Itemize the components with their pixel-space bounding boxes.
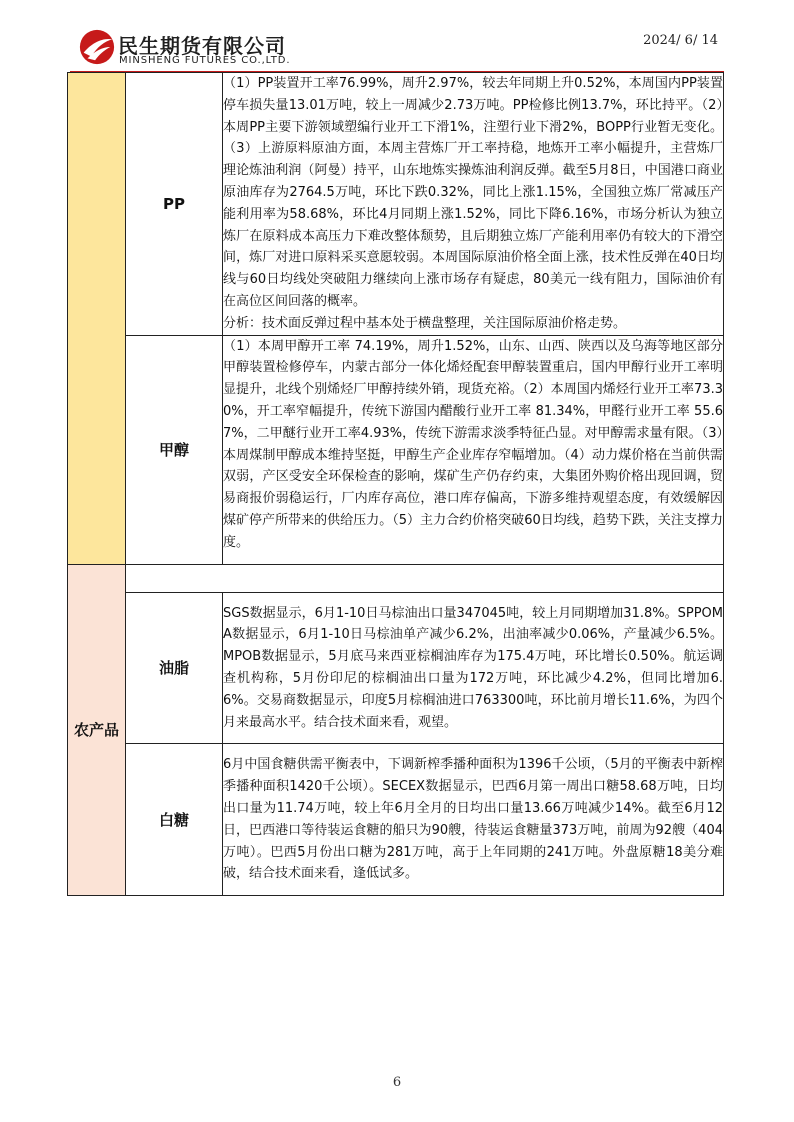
table-row-palm-oil-content (68, 592, 724, 744)
section-gap (126, 564, 724, 592)
page-header (0, 0, 794, 72)
table-row-sugar (68, 744, 724, 896)
palm-oil-text: SGS数据显示，6月1-10日马棕油出口量347045吨，较上月同期增加31.8%。SPPOMA数据显示，6月1-10日马棕油单产减少6.2%，出油率减少0.06%，产量减少6.5%。MPOB数据显示，5月底马来西亚棕榈油库存为175.4万吨，环比增长0.50%。航运调查机构称，5月份印尼的棕榈油出口量为172万吨，环比减少4.2%，但同比增加6.6%。交易商数据显示，印度5月棕榈油进口763300吨，环比前月增长11.6%，为四个月来最高水平。结合技术面来看，观望。 (223, 605, 723, 730)
minsheng-logo-icon (78, 28, 116, 66)
company-name-en: MINSHENG FUTURES CO.,LTD. (119, 55, 291, 66)
product-name-methanol: 甲醇 (126, 335, 223, 564)
methanol-text: （1）本周甲醇开工率 74.19%，周升1.52%，山东、山西、陕西以及乌海等地区部分甲醇装置检修停车，内蒙古部分一体化烯烃配套甲醇装置重启，国内甲醇行业开工率明显提升，北线个别烯烃厂甲醇持续外销，现货充裕。（2）本周国内烯烃行业开工率73.30%，开工率窄幅提升，传统下游国内醋酸行业开工率 81.34%，甲醛行业开工率 55.67%，二甲醚行业开工率4.93%，传统下游需求淡季特征凸显。对甲醇需求量有限。（3）本周煤制甲醇成本维持坚挺，甲醇生产企业库存窄幅增加。（4）动力煤价格在当前供需双弱，产区受安全环保检查的影响，煤矿生产仍存约束，大集团外购价格出现回调，贸易商报价弱稳运行，厂内库存高位，港口库存偏高，下游多维持观望态度，有效缓解因煤矿停产所带来的供给压力。（5）主力合约价格突破60日均线，趋势下跌，关注支撑力度。 (223, 338, 723, 550)
commodity-table (67, 72, 724, 896)
content-cell-pp (223, 73, 724, 336)
report-date: 2024/ 6/ 14 (643, 33, 718, 48)
page-number: 6 (392, 1075, 402, 1090)
content-cell-sugar (223, 744, 724, 896)
pp-analysis: 分析：技术面反弹过程中基本处于横盘整理，关注国际原油价格走势。 (223, 315, 627, 331)
category-cell-energy (68, 73, 126, 565)
content-cell-methanol (223, 335, 724, 564)
table-row-pp (68, 73, 724, 336)
table-row-methanol (68, 335, 724, 564)
company-name-cn: 民生期货有限公司 (118, 34, 286, 58)
table-row-palm-oil (68, 564, 724, 592)
product-name-sugar: 白糖 (126, 744, 223, 896)
sugar-text: 6月中国食糖供需平衡表中，下调新榨季播种面积为1396千公顷，（5月的平衡表中新榨季播种面积1420千公顷）。SECEX数据显示，巴西6月第一周出口糖58.68万吨，日均出口量为11.74万吨，较上年6月全月的日均出口量13.66万吨减少14%。截至6月12日，巴西港口等待装运食糖的船只为90艘，待装运食糖量373万吨，前周为92艘（404万吨）。巴西5月份出口糖为281万吨，高于上年同期的241万吨。外盘原糖18美分难破，结合技术面来看，逢低试多。 (223, 757, 723, 882)
category-cell-agri: 农产品 (68, 564, 126, 896)
content-cell-palm-oil (223, 592, 724, 744)
product-name-pp: PP (126, 73, 223, 336)
product-name-palm-oil: 油脂 (126, 592, 223, 744)
pp-text: （1）PP装置开工率76.99%，周升2.97%，较去年同期上升0.52%，本周国内PP装置停车损失量13.01万吨，较上一周减少2.73万吨。PP检修比例13.7%，环比持平。（2）本周PP主要下游领域塑编行业开工下滑1%，注塑行业下滑2%，BOPP行业暂无变化。（3）上游原料原油方面，本周主营炼厂开工率持稳，地炼开工率小幅提升，主营炼厂理论炼油利润（阿曼）持平，山东地炼实操炼油利润反弹。截至5月8日，中国港口商业原油库存为2764.5万吨，环比下跌0.32%，同比上涨1.15%，全国独立炼厂常减压产能利用率为58.68%，环比4月同期上涨1.52%，同比下降6.16%，市场分析认为独立炼厂在原料成本高压力下难改整体颓势，且后期独立炼厂产能利用率仍有较大的下滑空间，炼厂对进口原料采买意愿较弱。本周国际原油价格全面上涨，技术性反弹在40日均线与60日均线处突破阻力继续向上涨市场存有疑虑，80美元一线有阻力，国际油价有在高位区间回落的概率。 (223, 76, 723, 309)
